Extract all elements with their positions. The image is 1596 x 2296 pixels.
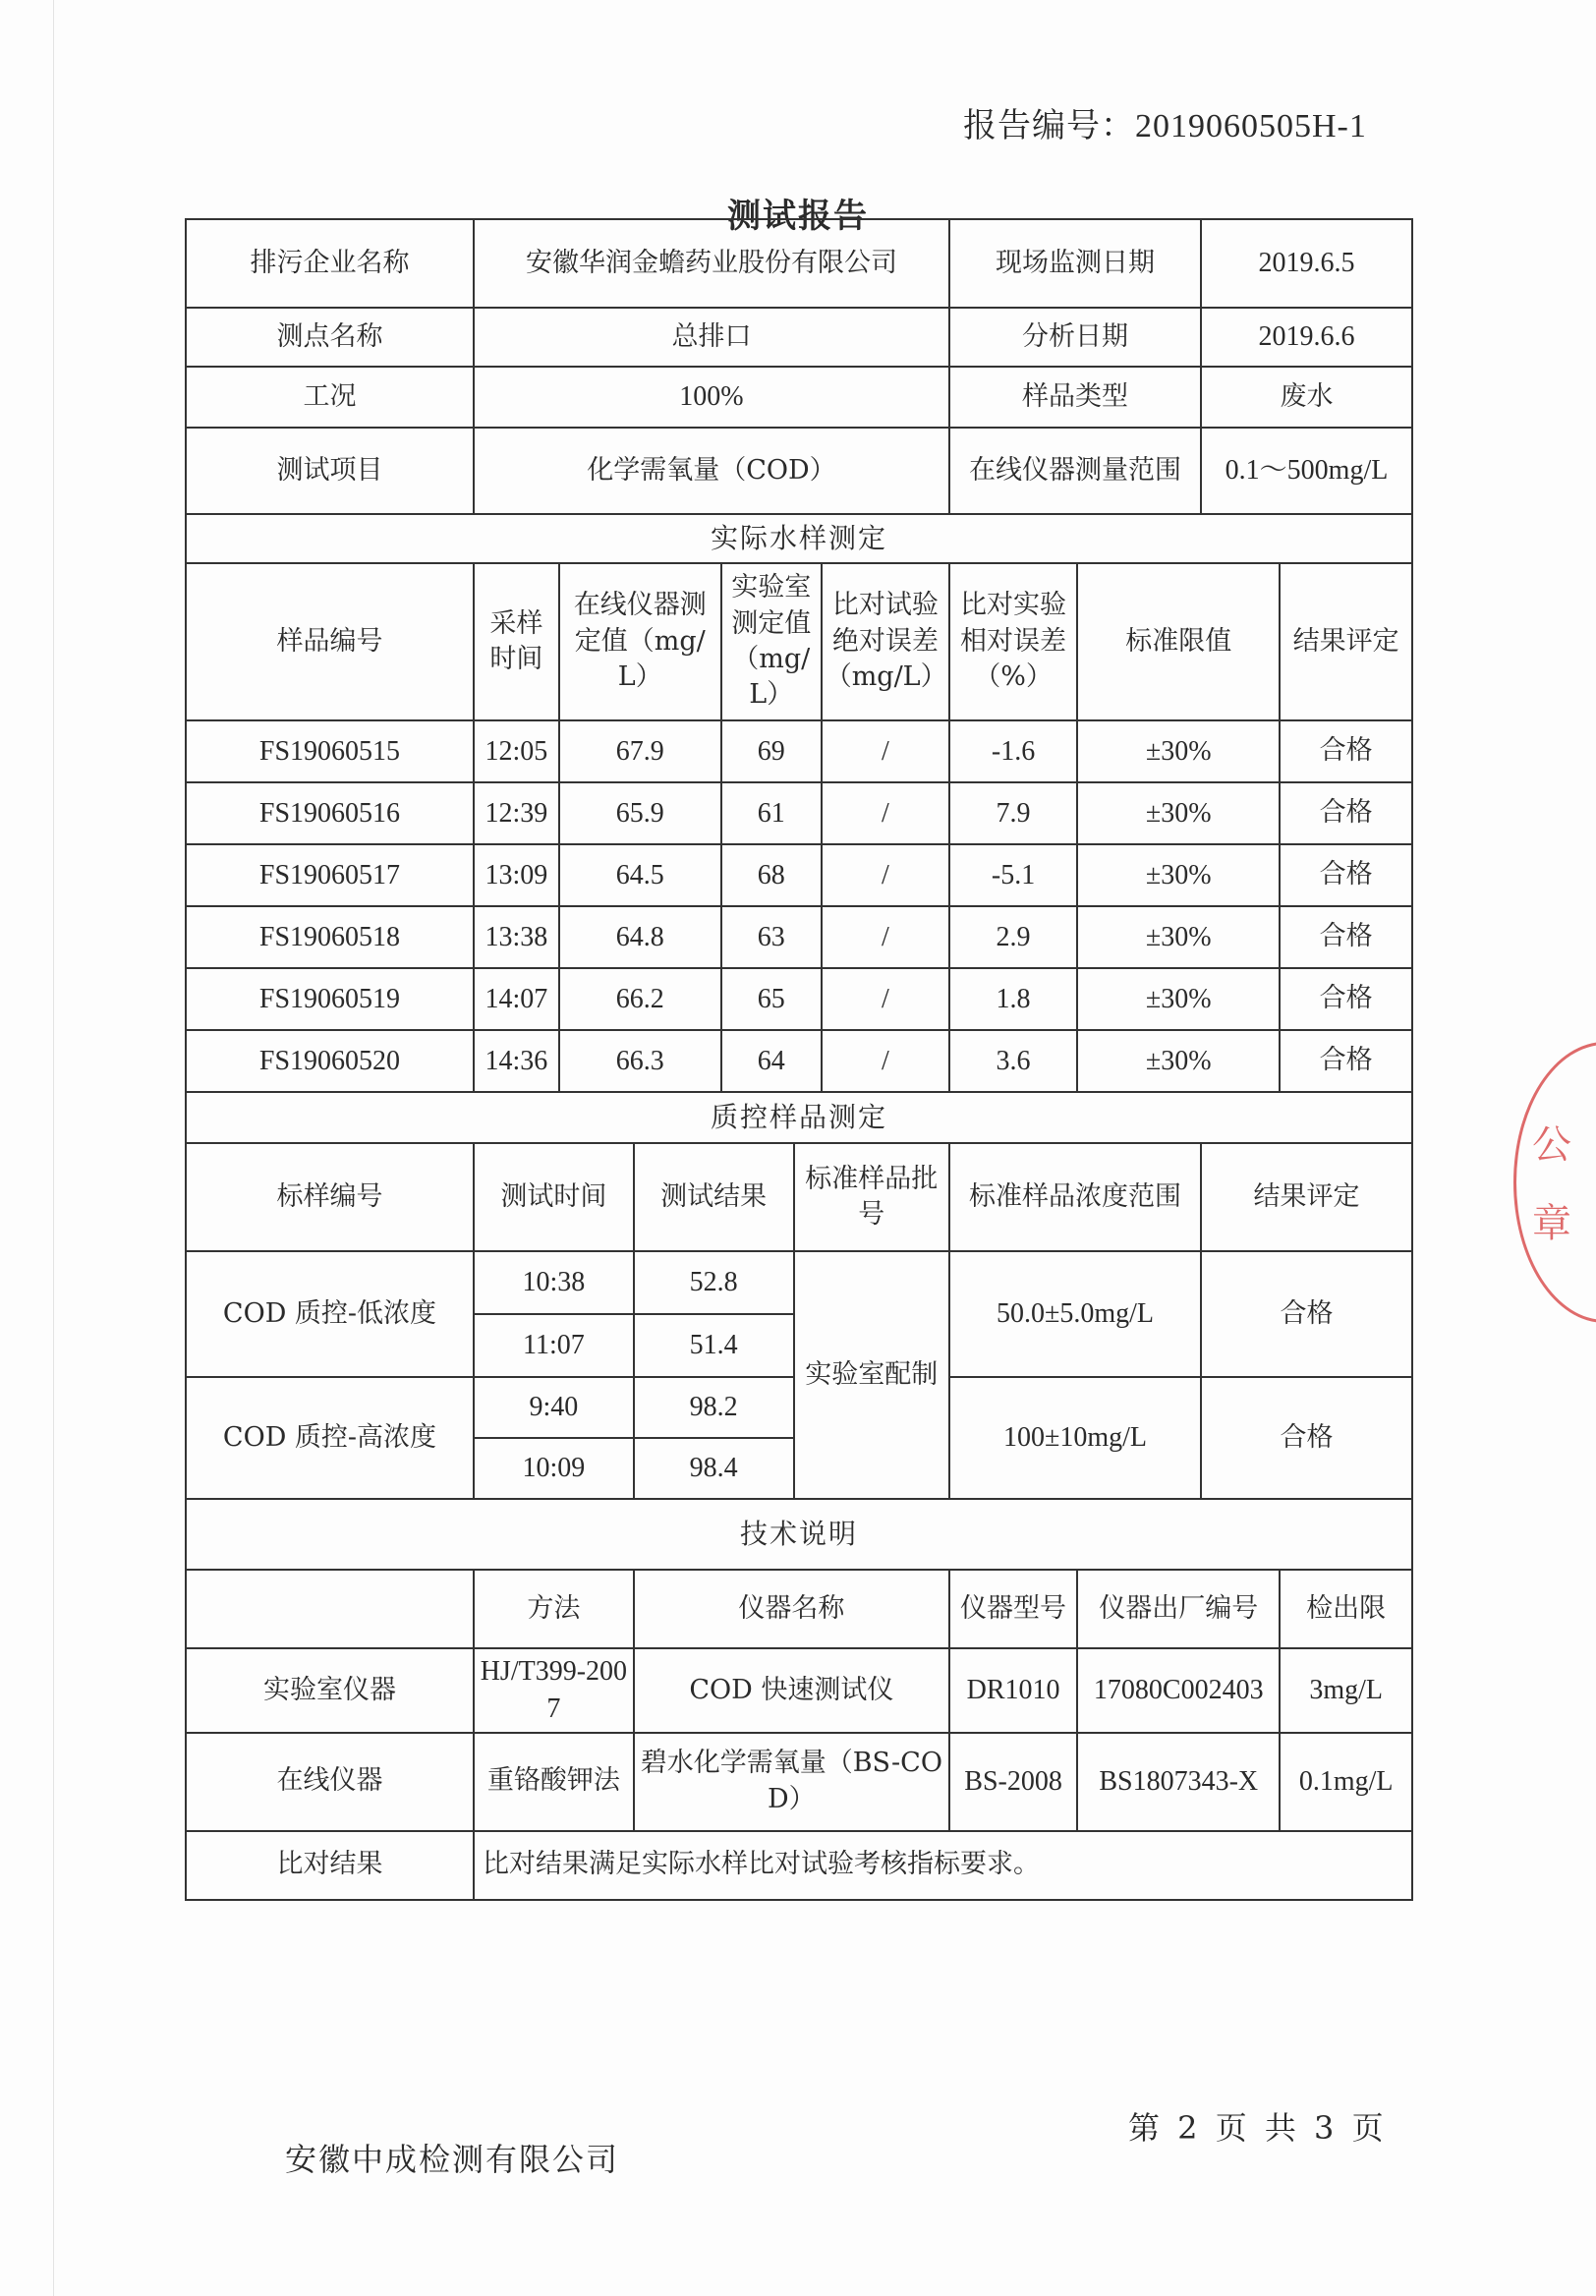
qc-low-time-2: 11:07 <box>474 1314 634 1377</box>
actual-cell-rel: 2.9 <box>949 906 1077 968</box>
actual-cell-abs: / <box>822 782 949 844</box>
actual-cell-lab: 65 <box>721 968 822 1030</box>
actual-cell-rel: 7.9 <box>949 782 1077 844</box>
tech-online-model: BS-2008 <box>949 1733 1077 1831</box>
report-table-wrapper <box>185 218 1413 1901</box>
report-number-value: 2019060505H-1 <box>1135 108 1367 144</box>
actual-cell-limit: ±30% <box>1077 906 1280 968</box>
actual-cell-rel: 1.8 <box>949 968 1077 1030</box>
actual-cell-online: 66.3 <box>559 1030 721 1092</box>
conclusion-row <box>186 1831 1412 1900</box>
actual-section-row <box>186 514 1412 563</box>
page-title: 测试报告 <box>727 197 869 236</box>
actual-cell-result: 合格 <box>1280 1030 1412 1092</box>
actual-cell-id: FS19060520 <box>186 1030 474 1092</box>
qc-header-eval: 结果评定 <box>1201 1143 1412 1251</box>
actual-cell-id: FS19060518 <box>186 906 474 968</box>
tech-online-method: 重铬酸钾法 <box>474 1733 634 1831</box>
tech-online-serial: BS1807343-X <box>1077 1733 1280 1831</box>
actual-cell-limit: ±30% <box>1077 844 1280 906</box>
qc-low-name: COD 质控-低浓度 <box>186 1251 474 1377</box>
actual-cell-id: FS19060519 <box>186 968 474 1030</box>
sample-type-value: 废水 <box>1201 367 1412 428</box>
actual-header-lab: 实验室测定值（mg/L） <box>721 563 822 720</box>
actual-rows <box>186 720 1412 1092</box>
actual-cell-id: FS19060515 <box>186 720 474 782</box>
table-row <box>186 844 1412 906</box>
actual-cell-time: 12:05 <box>474 720 559 782</box>
actual-header-row <box>186 563 1412 720</box>
actual-cell-lab: 61 <box>721 782 822 844</box>
tech-header-limit: 检出限 <box>1280 1570 1412 1648</box>
condition-value: 100% <box>474 367 949 428</box>
test-item-value: 化学需氧量（COD） <box>474 428 949 514</box>
qc-header-range: 标准样品浓度范围 <box>949 1143 1201 1251</box>
actual-cell-lab: 68 <box>721 844 822 906</box>
qc-header-time: 测试时间 <box>474 1143 634 1251</box>
condition-label: 工况 <box>186 367 474 428</box>
actual-cell-limit: ±30% <box>1077 782 1280 844</box>
red-seal-stamp <box>1513 1042 1596 1323</box>
basic-row-item <box>186 428 1412 514</box>
tech-lab-label: 实验室仪器 <box>186 1648 474 1733</box>
qc-header-row <box>186 1143 1412 1251</box>
tech-online-label: 在线仪器 <box>186 1733 474 1831</box>
qc-low-eval: 合格 <box>1201 1251 1412 1377</box>
actual-header-time: 采样时间 <box>474 563 559 720</box>
qc-high-eval: 合格 <box>1201 1377 1412 1499</box>
table-row <box>186 782 1412 844</box>
range-label: 在线仪器测量范围 <box>949 428 1201 514</box>
actual-cell-result: 合格 <box>1280 782 1412 844</box>
actual-cell-id: FS19060517 <box>186 844 474 906</box>
table-row <box>186 1030 1412 1092</box>
analysis-date-value: 2019.6.6 <box>1201 308 1412 367</box>
sample-type-label: 样品类型 <box>949 367 1201 428</box>
actual-cell-time: 14:07 <box>474 968 559 1030</box>
qc-header-id: 标样编号 <box>186 1143 474 1251</box>
actual-cell-result: 合格 <box>1280 844 1412 906</box>
basic-row-condition <box>186 367 1412 428</box>
page-number: 第 2 页 共 3 页 <box>1128 2109 1388 2147</box>
stamp-char-1: 公 <box>1532 1122 1571 1168</box>
qc-low-row-1 <box>186 1251 1412 1314</box>
actual-cell-result: 合格 <box>1280 968 1412 1030</box>
tech-lab-limit: 3mg/L <box>1280 1648 1412 1733</box>
tech-lab-row <box>186 1648 1412 1733</box>
actual-cell-id: FS19060516 <box>186 782 474 844</box>
actual-cell-rel: -5.1 <box>949 844 1077 906</box>
range-value: 0.1～500mg/L <box>1201 428 1412 514</box>
report-number <box>963 98 1367 146</box>
basic-row-enterprise <box>186 219 1412 308</box>
actual-cell-limit: ±30% <box>1077 1030 1280 1092</box>
qc-batch: 实验室配制 <box>794 1251 949 1499</box>
report-table <box>185 218 1413 1901</box>
qc-high-range: 100±10mg/L <box>949 1377 1201 1499</box>
actual-cell-lab: 63 <box>721 906 822 968</box>
actual-cell-lab: 64 <box>721 1030 822 1092</box>
actual-cell-rel: -1.6 <box>949 720 1077 782</box>
tech-lab-method: HJ/T399-2007 <box>474 1648 634 1733</box>
enterprise-value: 安徽华润金蟾药业股份有限公司 <box>474 219 949 308</box>
actual-cell-abs: / <box>822 720 949 782</box>
tech-section-row <box>186 1499 1412 1570</box>
actual-cell-online: 64.5 <box>559 844 721 906</box>
actual-cell-result: 合格 <box>1280 720 1412 782</box>
actual-cell-time: 13:09 <box>474 844 559 906</box>
qc-high-time-2: 10:09 <box>474 1438 634 1499</box>
basic-row-point <box>186 308 1412 367</box>
table-row <box>186 968 1412 1030</box>
qc-low-time-1: 10:38 <box>474 1251 634 1314</box>
table-row <box>186 720 1412 782</box>
actual-cell-time: 13:38 <box>474 906 559 968</box>
tech-lab-serial: 17080C002403 <box>1077 1648 1280 1733</box>
tech-header-serial: 仪器出厂编号 <box>1077 1570 1280 1648</box>
table-row <box>186 906 1412 968</box>
actual-cell-abs: / <box>822 844 949 906</box>
stamp-char-2: 章 <box>1532 1201 1571 1246</box>
tech-header-model: 仪器型号 <box>949 1570 1077 1648</box>
actual-cell-lab: 69 <box>721 720 822 782</box>
actual-cell-time: 14:36 <box>474 1030 559 1092</box>
point-value: 总排口 <box>474 308 949 367</box>
actual-cell-result: 合格 <box>1280 906 1412 968</box>
actual-header-abs: 比对试验绝对误差（mg/L） <box>822 563 949 720</box>
actual-cell-online: 66.2 <box>559 968 721 1030</box>
tech-online-limit: 0.1mg/L <box>1280 1733 1412 1831</box>
actual-cell-online: 65.9 <box>559 782 721 844</box>
qc-high-result-2: 98.4 <box>634 1438 794 1499</box>
qc-header-result: 测试结果 <box>634 1143 794 1251</box>
tech-lab-name: COD 快速测试仪 <box>634 1648 949 1733</box>
qc-section-row <box>186 1092 1412 1143</box>
actual-header-id: 样品编号 <box>186 563 474 720</box>
qc-high-name: COD 质控-高浓度 <box>186 1377 474 1499</box>
site-date-value: 2019.6.5 <box>1201 219 1412 308</box>
scan-edge-line <box>53 0 54 2296</box>
analysis-date-label: 分析日期 <box>949 308 1201 367</box>
conclusion-text: 比对结果满足实际水样比对试验考核指标要求。 <box>474 1831 1412 1900</box>
tech-online-name: 碧水化学需氧量（BS-COD） <box>634 1733 949 1831</box>
tech-header-row <box>186 1570 1412 1648</box>
actual-header-result: 结果评定 <box>1280 563 1412 720</box>
qc-header-batch: 标准样品批号 <box>794 1143 949 1251</box>
actual-section-title: 实际水样测定 <box>186 514 1412 563</box>
tech-section-title: 技术说明 <box>186 1499 1412 1570</box>
qc-low-result-1: 52.8 <box>634 1251 794 1314</box>
actual-header-online: 在线仪器测定值（mg/L） <box>559 563 721 720</box>
tech-header-blank <box>186 1570 474 1648</box>
site-date-label: 现场监测日期 <box>949 219 1201 308</box>
actual-cell-limit: ±30% <box>1077 720 1280 782</box>
actual-cell-online: 67.9 <box>559 720 721 782</box>
tech-header-name: 仪器名称 <box>634 1570 949 1648</box>
point-label: 测点名称 <box>186 308 474 367</box>
tech-online-row <box>186 1733 1412 1831</box>
conclusion-label: 比对结果 <box>186 1831 474 1900</box>
qc-high-result-1: 98.2 <box>634 1377 794 1438</box>
actual-cell-limit: ±30% <box>1077 968 1280 1030</box>
qc-high-time-1: 9:40 <box>474 1377 634 1438</box>
actual-header-limit: 标准限值 <box>1077 563 1280 720</box>
footer-company: 安徽中成检测有限公司 <box>285 2141 620 2178</box>
actual-cell-time: 12:39 <box>474 782 559 844</box>
tech-header-method: 方法 <box>474 1570 634 1648</box>
actual-cell-abs: / <box>822 1030 949 1092</box>
actual-cell-abs: / <box>822 968 949 1030</box>
actual-header-rel: 比对实验相对误差（%） <box>949 563 1077 720</box>
qc-section-title: 质控样品测定 <box>186 1092 1412 1143</box>
actual-cell-abs: / <box>822 906 949 968</box>
report-number-label: 报告编号： <box>963 106 1135 145</box>
qc-low-range: 50.0±5.0mg/L <box>949 1251 1201 1377</box>
tech-lab-model: DR1010 <box>949 1648 1077 1733</box>
qc-low-result-2: 51.4 <box>634 1314 794 1377</box>
actual-cell-rel: 3.6 <box>949 1030 1077 1092</box>
actual-cell-online: 64.8 <box>559 906 721 968</box>
test-item-label: 测试项目 <box>186 428 474 514</box>
enterprise-label: 排污企业名称 <box>186 219 474 308</box>
